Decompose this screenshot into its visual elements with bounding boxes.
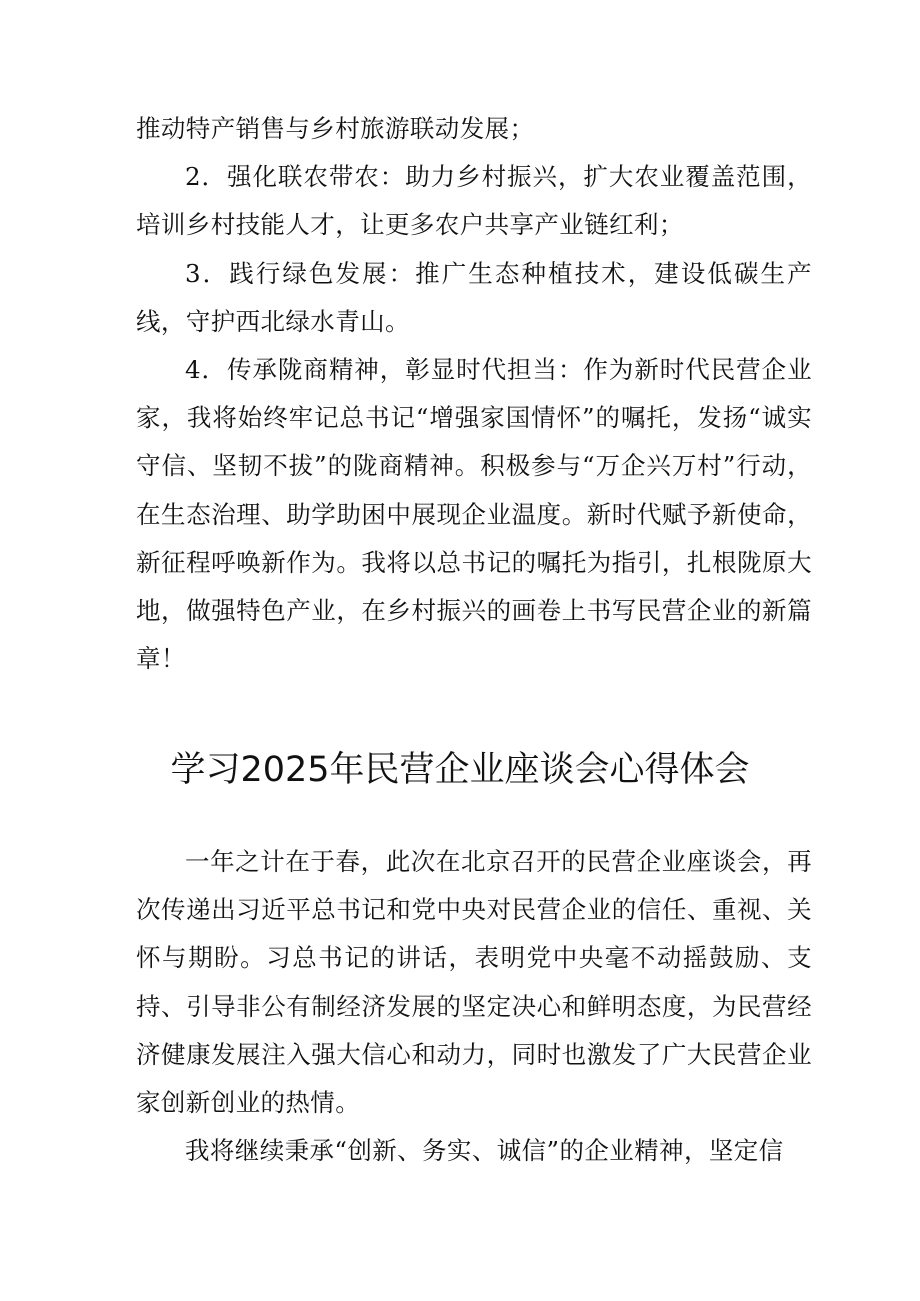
previous-article-continuation — [136, 105, 812, 683]
paragraph: 2．强化联农带农：助力乡村振兴，扩大农业覆盖范围，培训乡村技能人才，让更多农户共享产业链红利； — [136, 162, 812, 240]
paragraph: 4．传承陇商精神，彰显时代担当：作为新时代民营企业家，我将始终牢记总书记“增强家国情怀”的嘱托，发扬“诚实守信、坚韧不拔”的陇商精神。积极参与“万企兴万村”行动，在生态治理、助学助困中展现企业温度。新时代赋予新使命，新征程呼唤新作为。我将以总书记的嘱托为指引，扎根陇原大地，做强特色产业，在乡村振兴的画卷上书写民营企业的新篇章！ — [136, 355, 812, 674]
article-body — [136, 838, 812, 1175]
paragraph: 我将继续秉承“创新、务实、诚信”的企业精神，坚定信 — [185, 1136, 784, 1166]
paragraph: 3．践行绿色发展：推广生态种植技术，建设低碳生产线，守护西北绿水青山。 — [136, 258, 812, 336]
paragraph: 一年之计在于春，此次在北京召开的民营企业座谈会，再次传递出习近平总书记和党中央对民营企业的信任、重视、关怀与期盼。习总书记的讲话，表明党中央毫不动摇鼓励、支持、引导非公有制经济发展的坚定决心和鲜明态度，为民营经济健康发展注入强大信心和动力，同时也激发了广大民营企业家创新创业的热情。 — [136, 847, 812, 1118]
paragraph: 推动特产销售与乡村旅游联动发展； — [136, 114, 535, 143]
article-title: 学习2025年民营企业座谈会心得体会 — [170, 750, 750, 790]
